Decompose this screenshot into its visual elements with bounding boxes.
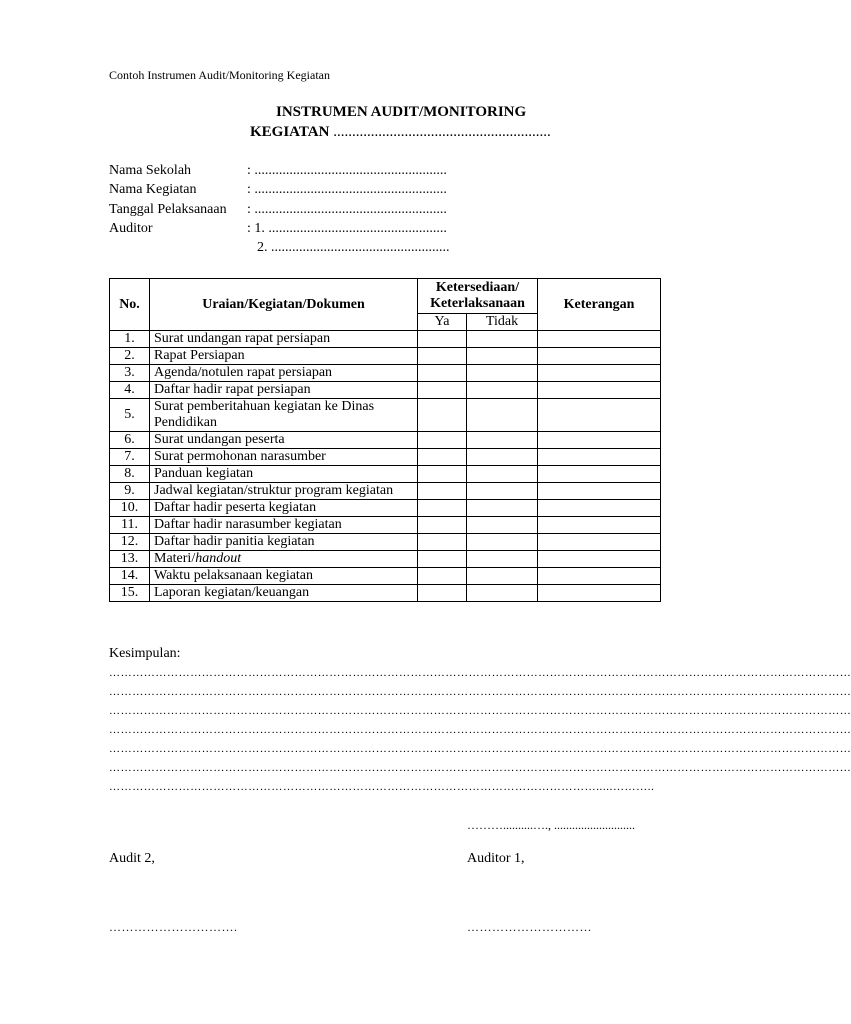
row-uraian-text: Surat undangan rapat persiapan	[154, 331, 331, 346]
ya-cell[interactable]	[418, 551, 467, 568]
row-number: 9.	[110, 483, 150, 500]
kesimpulan-line-4: …………………………………………………………………………………………………………………………………………………………………………	[109, 724, 851, 736]
label-auditor: Auditor	[109, 221, 153, 236]
ya-cell[interactable]	[418, 466, 467, 483]
row-number: 7.	[110, 449, 150, 466]
header-keterangan: Keterangan	[538, 279, 661, 331]
ya-cell[interactable]	[418, 483, 467, 500]
value-tanggal: : .......................................................	[247, 202, 447, 217]
row-uraian	[150, 432, 418, 449]
label-nama-sekolah: Nama Sekolah	[109, 163, 192, 178]
kesimpulan-line-5: …………………………………………………………………………………………………………………………………………………………………………	[109, 743, 851, 755]
header-tidak: Tidak	[467, 314, 538, 331]
tidak-cell[interactable]	[467, 551, 538, 568]
keterangan-cell[interactable]	[538, 466, 661, 483]
table-row	[110, 449, 661, 466]
table-row	[110, 432, 661, 449]
row-uraian-text: Daftar hadir panitia kegiatan	[154, 534, 315, 549]
keterangan-cell[interactable]	[538, 348, 661, 365]
signature-right-label: Auditor 1,	[467, 851, 525, 866]
audit-table	[109, 278, 661, 602]
value-nama-kegiatan: : .......................................................	[247, 182, 447, 197]
row-uraian	[150, 534, 418, 551]
kesimpulan-line-1: …………………………………………………………………………………………………………………………………………………………………………	[109, 667, 851, 679]
row-uraian	[150, 348, 418, 365]
header-ketersediaan-line1: Ketersediaan/	[435, 280, 520, 295]
table-row	[110, 382, 661, 399]
table-row	[110, 466, 661, 483]
tidak-cell[interactable]	[467, 585, 538, 602]
row-uraian-text: Surat undangan peserta	[154, 432, 285, 447]
kesimpulan-line-7: ……………………………………………………………………………………………………………….....………..	[109, 781, 655, 793]
row-number: 2.	[110, 348, 150, 365]
row-uraian-text: Agenda/notulen rapat persiapan	[154, 365, 333, 380]
tidak-cell[interactable]	[467, 449, 538, 466]
tidak-cell[interactable]	[467, 365, 538, 382]
table-row	[110, 365, 661, 382]
row-uraian	[150, 585, 418, 602]
row-uraian-text: Panduan kegiatan	[154, 466, 254, 481]
row-number: 13.	[110, 551, 150, 568]
tidak-cell[interactable]	[467, 483, 538, 500]
signature-right-line: …………………………	[467, 920, 592, 934]
keterangan-cell[interactable]	[538, 382, 661, 399]
header-ketersediaan-line2: Keterlaksanaan	[430, 296, 525, 311]
keterangan-cell[interactable]	[538, 331, 661, 348]
header-uraian: Uraian/Kegiatan/Dokumen	[150, 279, 418, 331]
keterangan-cell[interactable]	[538, 551, 661, 568]
row-uraian	[150, 365, 418, 382]
ya-cell[interactable]	[418, 432, 467, 449]
row-uraian	[150, 500, 418, 517]
ya-cell[interactable]	[418, 585, 467, 602]
row-uraian-text: Daftar hadir rapat persiapan	[154, 382, 311, 397]
label-tanggal: Tanggal Pelaksanaan	[109, 202, 227, 217]
keterangan-cell[interactable]	[538, 483, 661, 500]
header-no: No.	[110, 279, 150, 331]
value-auditor-1: : 1. ...................................................	[247, 221, 447, 236]
kesimpulan-line-2: …………………………………………………………………………………………………………………………………………………………………………	[109, 686, 851, 698]
row-number: 12.	[110, 534, 150, 551]
header-note: Contoh Instrumen Audit/Monitoring Kegiatan	[109, 68, 330, 82]
row-uraian-text: Laporan kegiatan/keuangan	[154, 585, 310, 600]
row-uraian	[150, 331, 418, 348]
row-uraian-text: Jadwal kegiatan/struktur program kegiatan	[154, 483, 394, 498]
table-row	[110, 500, 661, 517]
header-ya: Ya	[418, 314, 467, 331]
value-nama-sekolah: : .......................................................	[247, 163, 447, 178]
ya-cell[interactable]	[418, 449, 467, 466]
row-uraian-italic: handout	[195, 551, 242, 566]
keterangan-cell[interactable]	[538, 534, 661, 551]
row-uraian-text: Waktu pelaksanaan kegiatan	[154, 568, 314, 583]
row-number: 3.	[110, 365, 150, 382]
row-number: 15.	[110, 585, 150, 602]
keterangan-cell[interactable]	[538, 568, 661, 585]
keterangan-cell[interactable]	[538, 500, 661, 517]
tidak-cell[interactable]	[467, 466, 538, 483]
tidak-cell[interactable]	[467, 399, 538, 432]
row-uraian-text: Surat permohonan narasumber	[154, 449, 326, 464]
row-uraian	[150, 399, 418, 432]
row-number: 5.	[110, 399, 150, 432]
row-uraian-text: Materi/	[154, 551, 196, 566]
ya-cell[interactable]	[418, 500, 467, 517]
table-row	[110, 517, 661, 534]
table-row	[110, 483, 661, 500]
value-auditor-2: 2. ...................................................	[257, 240, 450, 255]
row-number: 8.	[110, 466, 150, 483]
table-row	[110, 331, 661, 348]
ya-cell[interactable]	[418, 568, 467, 585]
row-uraian	[150, 568, 418, 585]
row-number: 1.	[110, 331, 150, 348]
ya-cell[interactable]	[418, 517, 467, 534]
row-uraian	[150, 551, 418, 568]
tidak-cell[interactable]	[467, 331, 538, 348]
tidak-cell[interactable]	[467, 500, 538, 517]
ya-cell[interactable]	[418, 382, 467, 399]
keterangan-cell[interactable]	[538, 399, 661, 432]
tidak-cell[interactable]	[467, 382, 538, 399]
row-number: 10.	[110, 500, 150, 517]
row-uraian	[150, 449, 418, 466]
table-row	[110, 399, 661, 432]
table-row	[110, 348, 661, 365]
kesimpulan-line-6: …………………………………………………………………………………………………………………………………………………………………………	[109, 762, 851, 774]
keterangan-cell[interactable]	[538, 365, 661, 382]
table-row	[110, 585, 661, 602]
ya-cell[interactable]	[418, 399, 467, 432]
document-title-line2	[250, 124, 551, 141]
keterangan-cell[interactable]	[538, 585, 661, 602]
table-row	[110, 568, 661, 585]
signature-left-line: ………………………….	[109, 920, 238, 934]
keterangan-cell[interactable]	[538, 432, 661, 449]
table-body	[110, 331, 661, 602]
keterangan-cell[interactable]	[538, 449, 661, 466]
kesimpulan-label: Kesimpulan:	[109, 646, 181, 661]
row-uraian	[150, 382, 418, 399]
row-uraian-text: Daftar hadir narasumber kegiatan	[154, 517, 342, 532]
table-row	[110, 534, 661, 551]
ya-cell[interactable]	[418, 331, 467, 348]
tidak-cell[interactable]	[467, 432, 538, 449]
row-number: 14.	[110, 568, 150, 585]
row-uraian-text: Daftar hadir peserta kegiatan	[154, 500, 317, 515]
title-dots: ..........................................................	[333, 124, 551, 140]
row-number: 6.	[110, 432, 150, 449]
row-uraian	[150, 466, 418, 483]
tidak-cell[interactable]	[467, 348, 538, 365]
ya-cell[interactable]	[418, 348, 467, 365]
label-nama-kegiatan: Nama Kegiatan	[109, 182, 197, 197]
place-date: ………..........…., ...........................	[467, 818, 635, 832]
tidak-cell[interactable]	[467, 517, 538, 534]
row-number: 4.	[110, 382, 150, 399]
keterangan-cell[interactable]	[538, 517, 661, 534]
row-number: 11.	[110, 517, 150, 534]
ya-cell[interactable]	[418, 534, 467, 551]
table-row	[110, 551, 661, 568]
row-uraian-text: Rapat Persiapan	[154, 348, 245, 363]
tidak-cell[interactable]	[467, 568, 538, 585]
header-ketersediaan	[418, 279, 538, 314]
signature-left-label: Audit 2,	[109, 851, 155, 866]
document-title-line1: INSTRUMEN AUDIT/MONITORING	[276, 104, 527, 120]
ya-cell[interactable]	[418, 365, 467, 382]
tidak-cell[interactable]	[467, 534, 538, 551]
title-kegiatan: KEGIATAN	[250, 124, 330, 140]
kesimpulan-line-3: …………………………………………………………………………………………………………………………………………………………………………	[109, 705, 851, 717]
row-uraian	[150, 483, 418, 500]
row-uraian-text: Surat pemberitahuan kegiatan ke Dinas Pendidikan	[154, 399, 375, 430]
row-uraian	[150, 517, 418, 534]
